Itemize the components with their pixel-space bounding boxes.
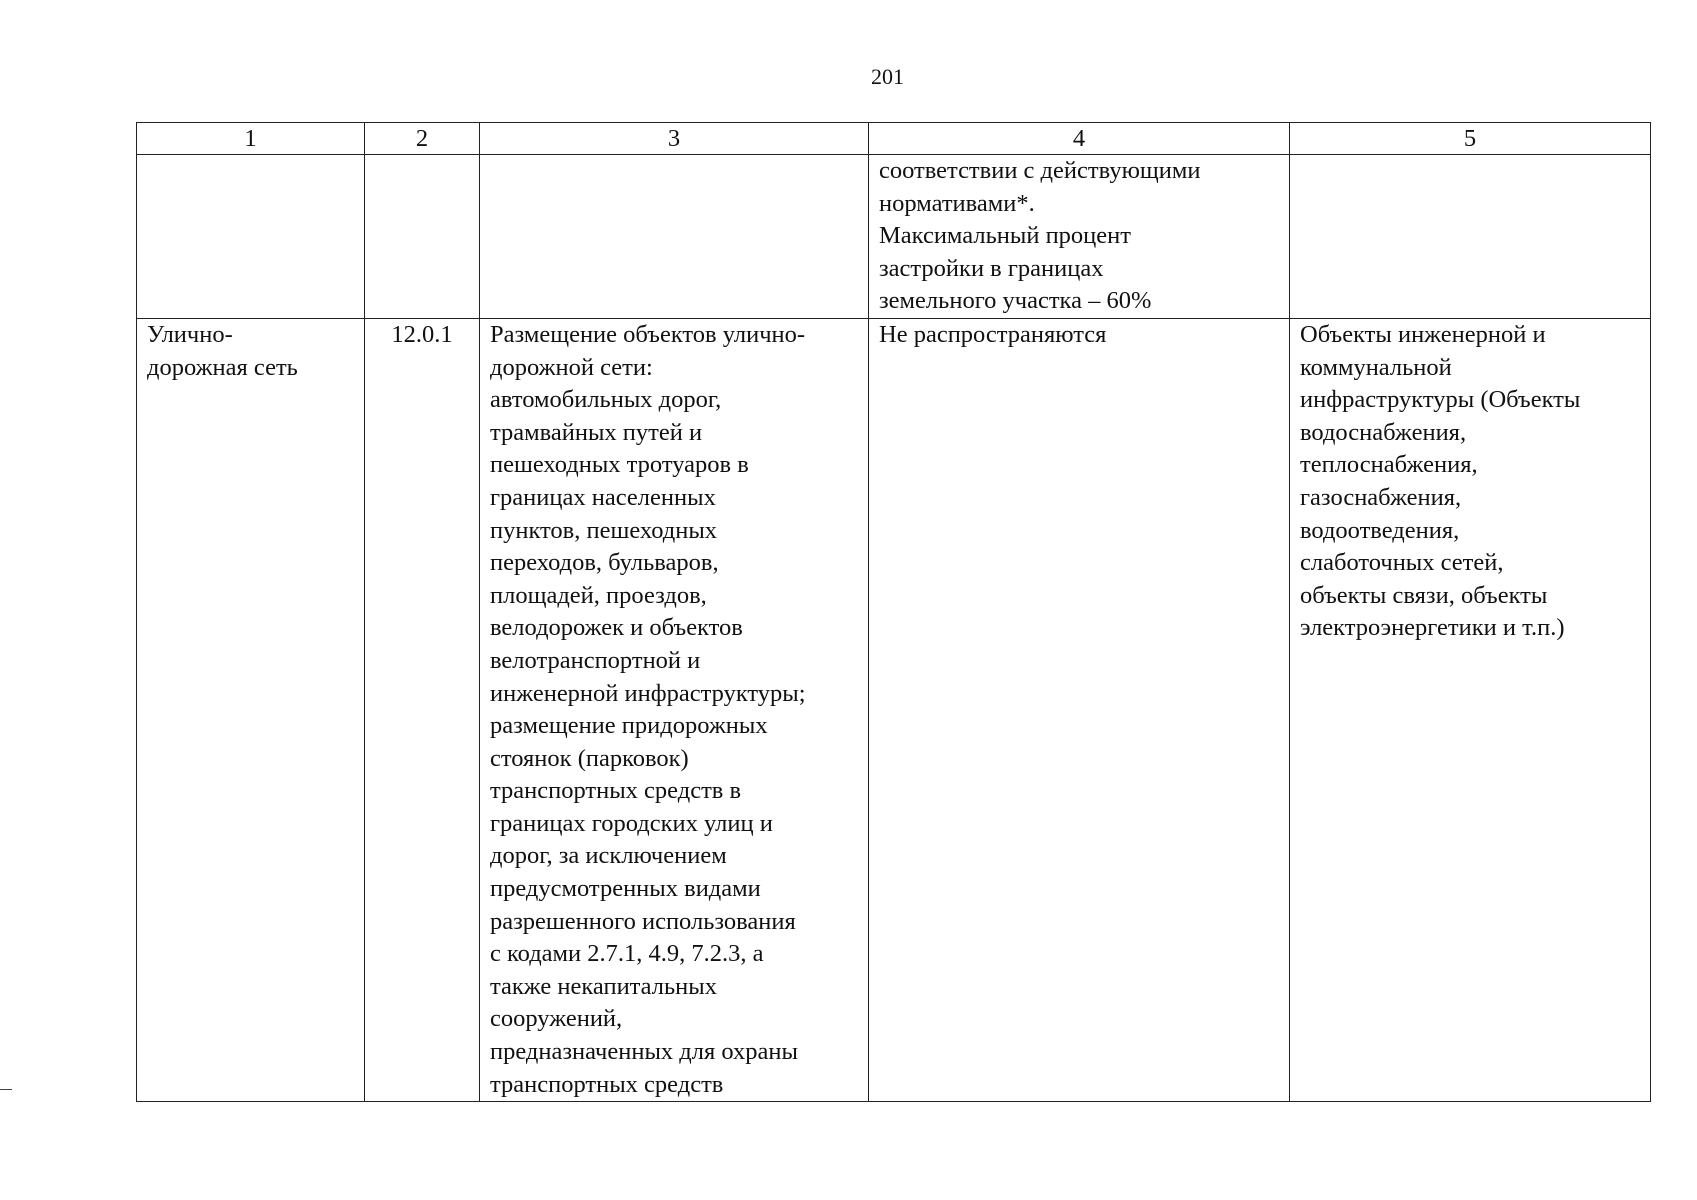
text-line: объекты связи, объекты — [1300, 581, 1548, 609]
text-line: с кодами 2.7.1, 4.9, 7.2.3, а — [490, 940, 764, 968]
description-cell — [480, 318, 869, 1101]
text-line: инженерной инфраструктуры; — [490, 679, 806, 707]
table-cell — [1290, 155, 1651, 319]
text-line: транспортных средств — [490, 1070, 724, 1098]
text-line: коммунальной — [1300, 353, 1452, 381]
text-line: предназначенных для охраны — [490, 1038, 798, 1066]
text-line: соответствии с действующими — [879, 157, 1201, 184]
text-line: дорог, за исключением — [490, 842, 727, 870]
parameters-cell — [869, 318, 1290, 1101]
text-line: газоснабжения, — [1300, 483, 1462, 511]
text-line: сооружений, — [490, 1005, 623, 1033]
auxiliary-uses-cell — [1290, 318, 1651, 1101]
text-line: границах населенных — [490, 483, 716, 511]
text-line: трамвайных путей и — [490, 418, 703, 446]
header-cell: 3 — [480, 123, 869, 155]
text-line: земельного участка – 60% — [879, 287, 1152, 315]
text-line: границах городских улиц и — [490, 809, 773, 837]
text-line: Максимальный процент — [879, 222, 1131, 250]
text-line: водоотведения, — [1300, 516, 1460, 544]
header-cell: 4 — [869, 123, 1290, 155]
text-line: дорожная сеть — [147, 353, 298, 381]
page-number: 201 — [871, 64, 904, 89]
text-line: также некапитальных — [490, 972, 717, 1000]
table-cell — [480, 155, 869, 319]
regulations-table — [136, 122, 1651, 1102]
text-line: площадей, проездов, — [490, 581, 707, 609]
text-line: размещение придорожных — [490, 712, 768, 740]
text-line: пунктов, пешеходных — [490, 516, 718, 544]
table-row — [137, 155, 1651, 319]
text-line: переходов, бульваров, — [490, 549, 719, 577]
text-line: Улично- — [147, 320, 233, 348]
header-cell: 1 — [137, 123, 365, 155]
table-row — [137, 318, 1651, 1101]
text-line: Размещение объектов улично- — [490, 320, 806, 348]
text-line: велотранспортной и — [490, 646, 701, 674]
text-line: автомобильных дорог, — [490, 386, 722, 414]
text-line: инфраструктуры (Объекты — [1300, 386, 1581, 414]
text-line: велодорожек и объектов — [490, 614, 743, 642]
text-line: разрешенного использования — [490, 907, 796, 935]
text-line: застройки в границах — [879, 254, 1104, 282]
text-line: предусмотренных видами — [490, 875, 761, 903]
text-line: электроэнергетики и т.п.) — [1300, 614, 1565, 642]
text-line: Объекты инженерной и — [1300, 320, 1546, 348]
header-cell: 5 — [1290, 123, 1651, 155]
table-cell — [365, 155, 480, 319]
text-line: дорожной сети: — [490, 353, 653, 381]
text-line: нормативами*. — [879, 189, 1035, 217]
code-cell: 12.0.1 — [365, 318, 480, 1101]
text-line: пешеходных тротуаров в — [490, 451, 749, 479]
table-header-row — [137, 123, 1651, 155]
table-cell — [869, 155, 1290, 319]
text-line: слаботочных сетей, — [1300, 549, 1504, 577]
zone-name-cell — [137, 318, 365, 1101]
text-line: Не распространяются — [879, 320, 1107, 348]
table-cell — [137, 155, 365, 319]
text-line: водоснабжения, — [1300, 418, 1467, 446]
text-line: стоянок (парковок) — [490, 744, 689, 772]
header-cell: 2 — [365, 123, 480, 155]
text-line: транспортных средств в — [490, 777, 742, 805]
margin-mark — [0, 1089, 12, 1090]
text-line: теплоснабжения, — [1300, 451, 1478, 479]
